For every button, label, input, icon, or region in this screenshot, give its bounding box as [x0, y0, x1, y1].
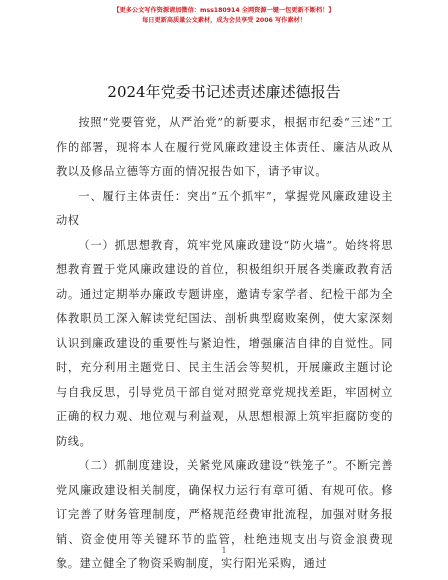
body-paragraph: （二）抓制度建设，关紧党风廉政建设“铁笼子”。不断完善党风廉政建设相关制度，确保权力运行有章可循、有规可依。修订完善了财务管理制度，严格规范经费审批流程，加强对财务报销、资金使用等关键环节的监管，杜绝违规支出与资金浪费现象。建立健全了物资采购制度，实行阳光采购，通过: [56, 459, 393, 570]
document-title: 2024年党委书记述责述廉述德报告: [107, 83, 341, 101]
intro-paragraph: 按照“党要管党，从严治党”的新要求，根据市纪委“三述”工作的部署，现将本人在履行党风廉政建设主体责任、廉洁从政从教以及修品立德等方面的情况报告如下，请予审议。: [56, 116, 393, 178]
page-number: 1: [221, 546, 227, 555]
promo-banner-line-1: 【更多公文写作资源请加微信：mss180914 全网资源一键一包更新不断档！】: [113, 7, 335, 14]
promo-banner-line-2: 每日更新高质量公文素材，成为会员享受 2006 写作素材！: [142, 17, 306, 24]
section-heading: 一、履行主体责任：突出“五个抓牢”，掌握党风廉政建设主动权: [56, 189, 393, 227]
body-paragraph: （一）抓思想教育，筑牢党风廉政建设“防火墙”。始终将思想教育置于党风廉政建设的首位，积极组织开展各类廉政教育活动。通过定期举办廉政专题讲座，邀请专家学者、纪检干部为全体教职员工深入解读党纪国法、剖析典型腐败案例，使大家深刻认识到廉政建设的重要性与紧迫性，增强廉洁自律的自觉性。同时，充分利用主题党日、民主生活会等契机，开展廉政主题讨论与自我反思，引导党员干部自觉对照党章党规找差距，牢固树立正确的权力观、地位观与利益观，从思想根源上筑牢拒腐防变的防线。: [56, 238, 393, 448]
document-body: [56, 111, 393, 577]
